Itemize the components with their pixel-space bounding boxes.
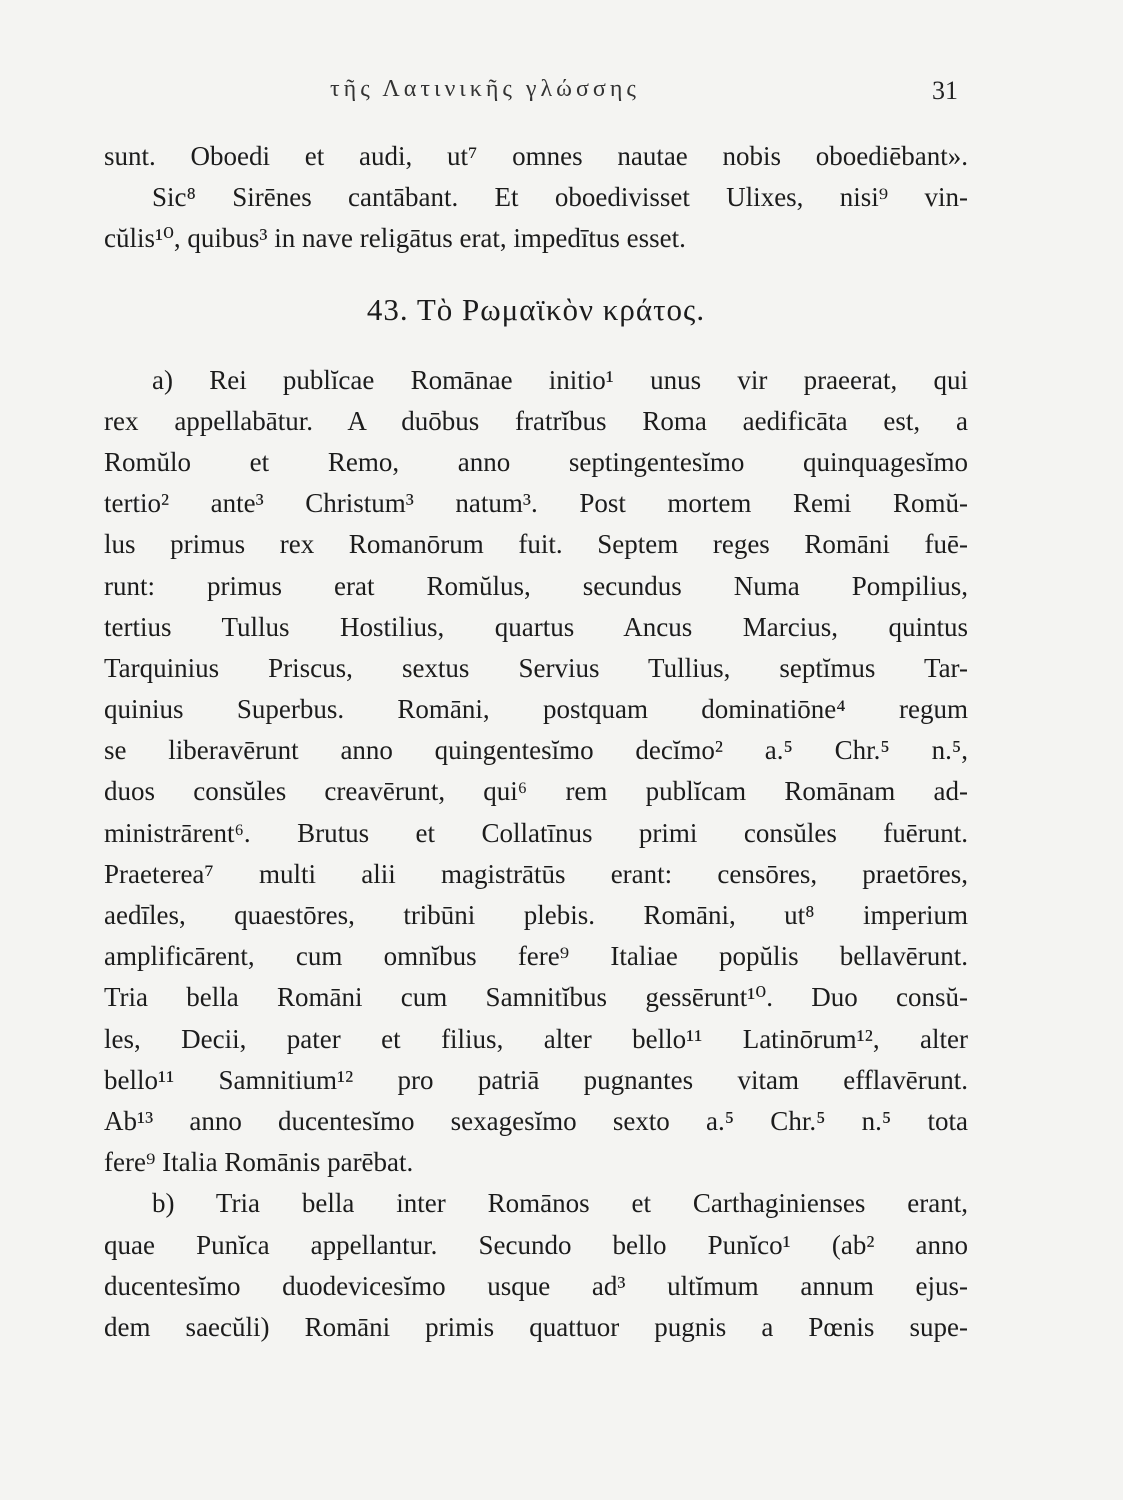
text-line: tertius Tullus Hostilius, quartus Ancus Marcius, quintus xyxy=(104,611,968,642)
text-line: tertio² ante³ Christum³ natum³. Post mortem Remi Romŭ- xyxy=(104,488,968,519)
paragraph-b xyxy=(104,1183,968,1348)
text-line: dem saecŭli) Romāni primis quattuor pugnis a Pœnis supe- xyxy=(104,1311,968,1342)
text-line: Sic⁸ Sirēnes cantābant. Et oboedivisset Ulixes, nisi⁹ vin- xyxy=(152,182,968,213)
text-line: lus primus rex Romanōrum fuit. Septem reges Romāni fuē- xyxy=(104,529,968,560)
paragraph-a xyxy=(104,360,968,1184)
text-line: se liberavērunt anno quingentesĭmo decĭmo² a.⁵ Chr.⁵ n.⁵, xyxy=(104,735,968,766)
text-line: fere⁹ Italia Romānis parēbat. xyxy=(104,1147,414,1178)
text-line: Tarquinius Priscus, sextus Servius Tullius, septĭmus Tar- xyxy=(104,652,968,683)
running-title: τῆς Λατινικῆς γλώσσης xyxy=(330,76,640,102)
text-line: Tria bella Romāni cum Samnitĭbus gessērunt¹⁰. Duo consŭ- xyxy=(104,982,968,1013)
text-line: cŭlis¹⁰, quibus³ in nave religātus erat, impedītus esset. xyxy=(104,223,686,254)
text-line: Romŭlo et Remo, anno septingentesĭmo quinquagesĭmo xyxy=(104,446,968,477)
text-line: aedīles, quaestōres, tribūni plebis. Romāni, ut⁸ imperium xyxy=(104,900,968,930)
text-line: Ab¹³ anno ducentesĭmo sexagesĭmo sexto a.⁵ Chr.⁵ n.⁵ tota xyxy=(104,1105,968,1136)
text-line: amplificārent, cum omnĭbus fere⁹ Italiae popŭlis bellavērunt. xyxy=(104,941,968,972)
text-line: b) Tria bella inter Romānos et Carthaginienses erant, xyxy=(152,1188,968,1219)
text-line: a) Rei publĭcae Romānae initio¹ unus vir praeerat, qui xyxy=(152,364,968,395)
section-heading: 43. Τὸ Ρωμαϊκὸν κράτος. xyxy=(366,291,706,327)
text-line: ministrārent⁶. Brutus et Collatīnus primi consŭles fuērunt. xyxy=(104,817,968,848)
text-line: bello¹¹ Samnitium¹² pro patriā pugnantes vitam efflavērunt. xyxy=(104,1064,968,1095)
text-line: sunt. Oboedi et audi, ut⁷ omnes nautae nobis oboediēbant». xyxy=(104,141,968,171)
text-line: runt: primus erat Romŭlus, secundus Numa Pompilius, xyxy=(104,570,968,601)
text-line: les, Decii, pater et filius, alter bello¹¹ Latinōrum¹², alter xyxy=(104,1023,968,1054)
text-line: quae Punĭca appellantur. Secundo bello Punĭco¹ (ab² anno xyxy=(104,1229,968,1260)
continued-paragraph xyxy=(104,136,968,260)
page-number: 31 xyxy=(932,76,958,105)
text-line: rex appellabātur. A duōbus fratrĭbus Roma aedificāta est, a xyxy=(104,405,968,436)
text-line: duos consŭles creavērunt, qui⁶ rem publĭcam Romānam ad- xyxy=(104,776,968,807)
text-line: Praeterea⁷ multi alii magistrātūs erant: censōres, praetōres, xyxy=(104,858,968,889)
text-line: ducentesĭmo duodevicesĭmo usque ad³ ultĭmum annum ejus- xyxy=(104,1270,968,1301)
text-line: quinius Superbus. Romāni, postquam dominatiōne⁴ regum xyxy=(104,694,968,725)
body-text xyxy=(104,136,968,1348)
running-header xyxy=(0,76,1123,116)
